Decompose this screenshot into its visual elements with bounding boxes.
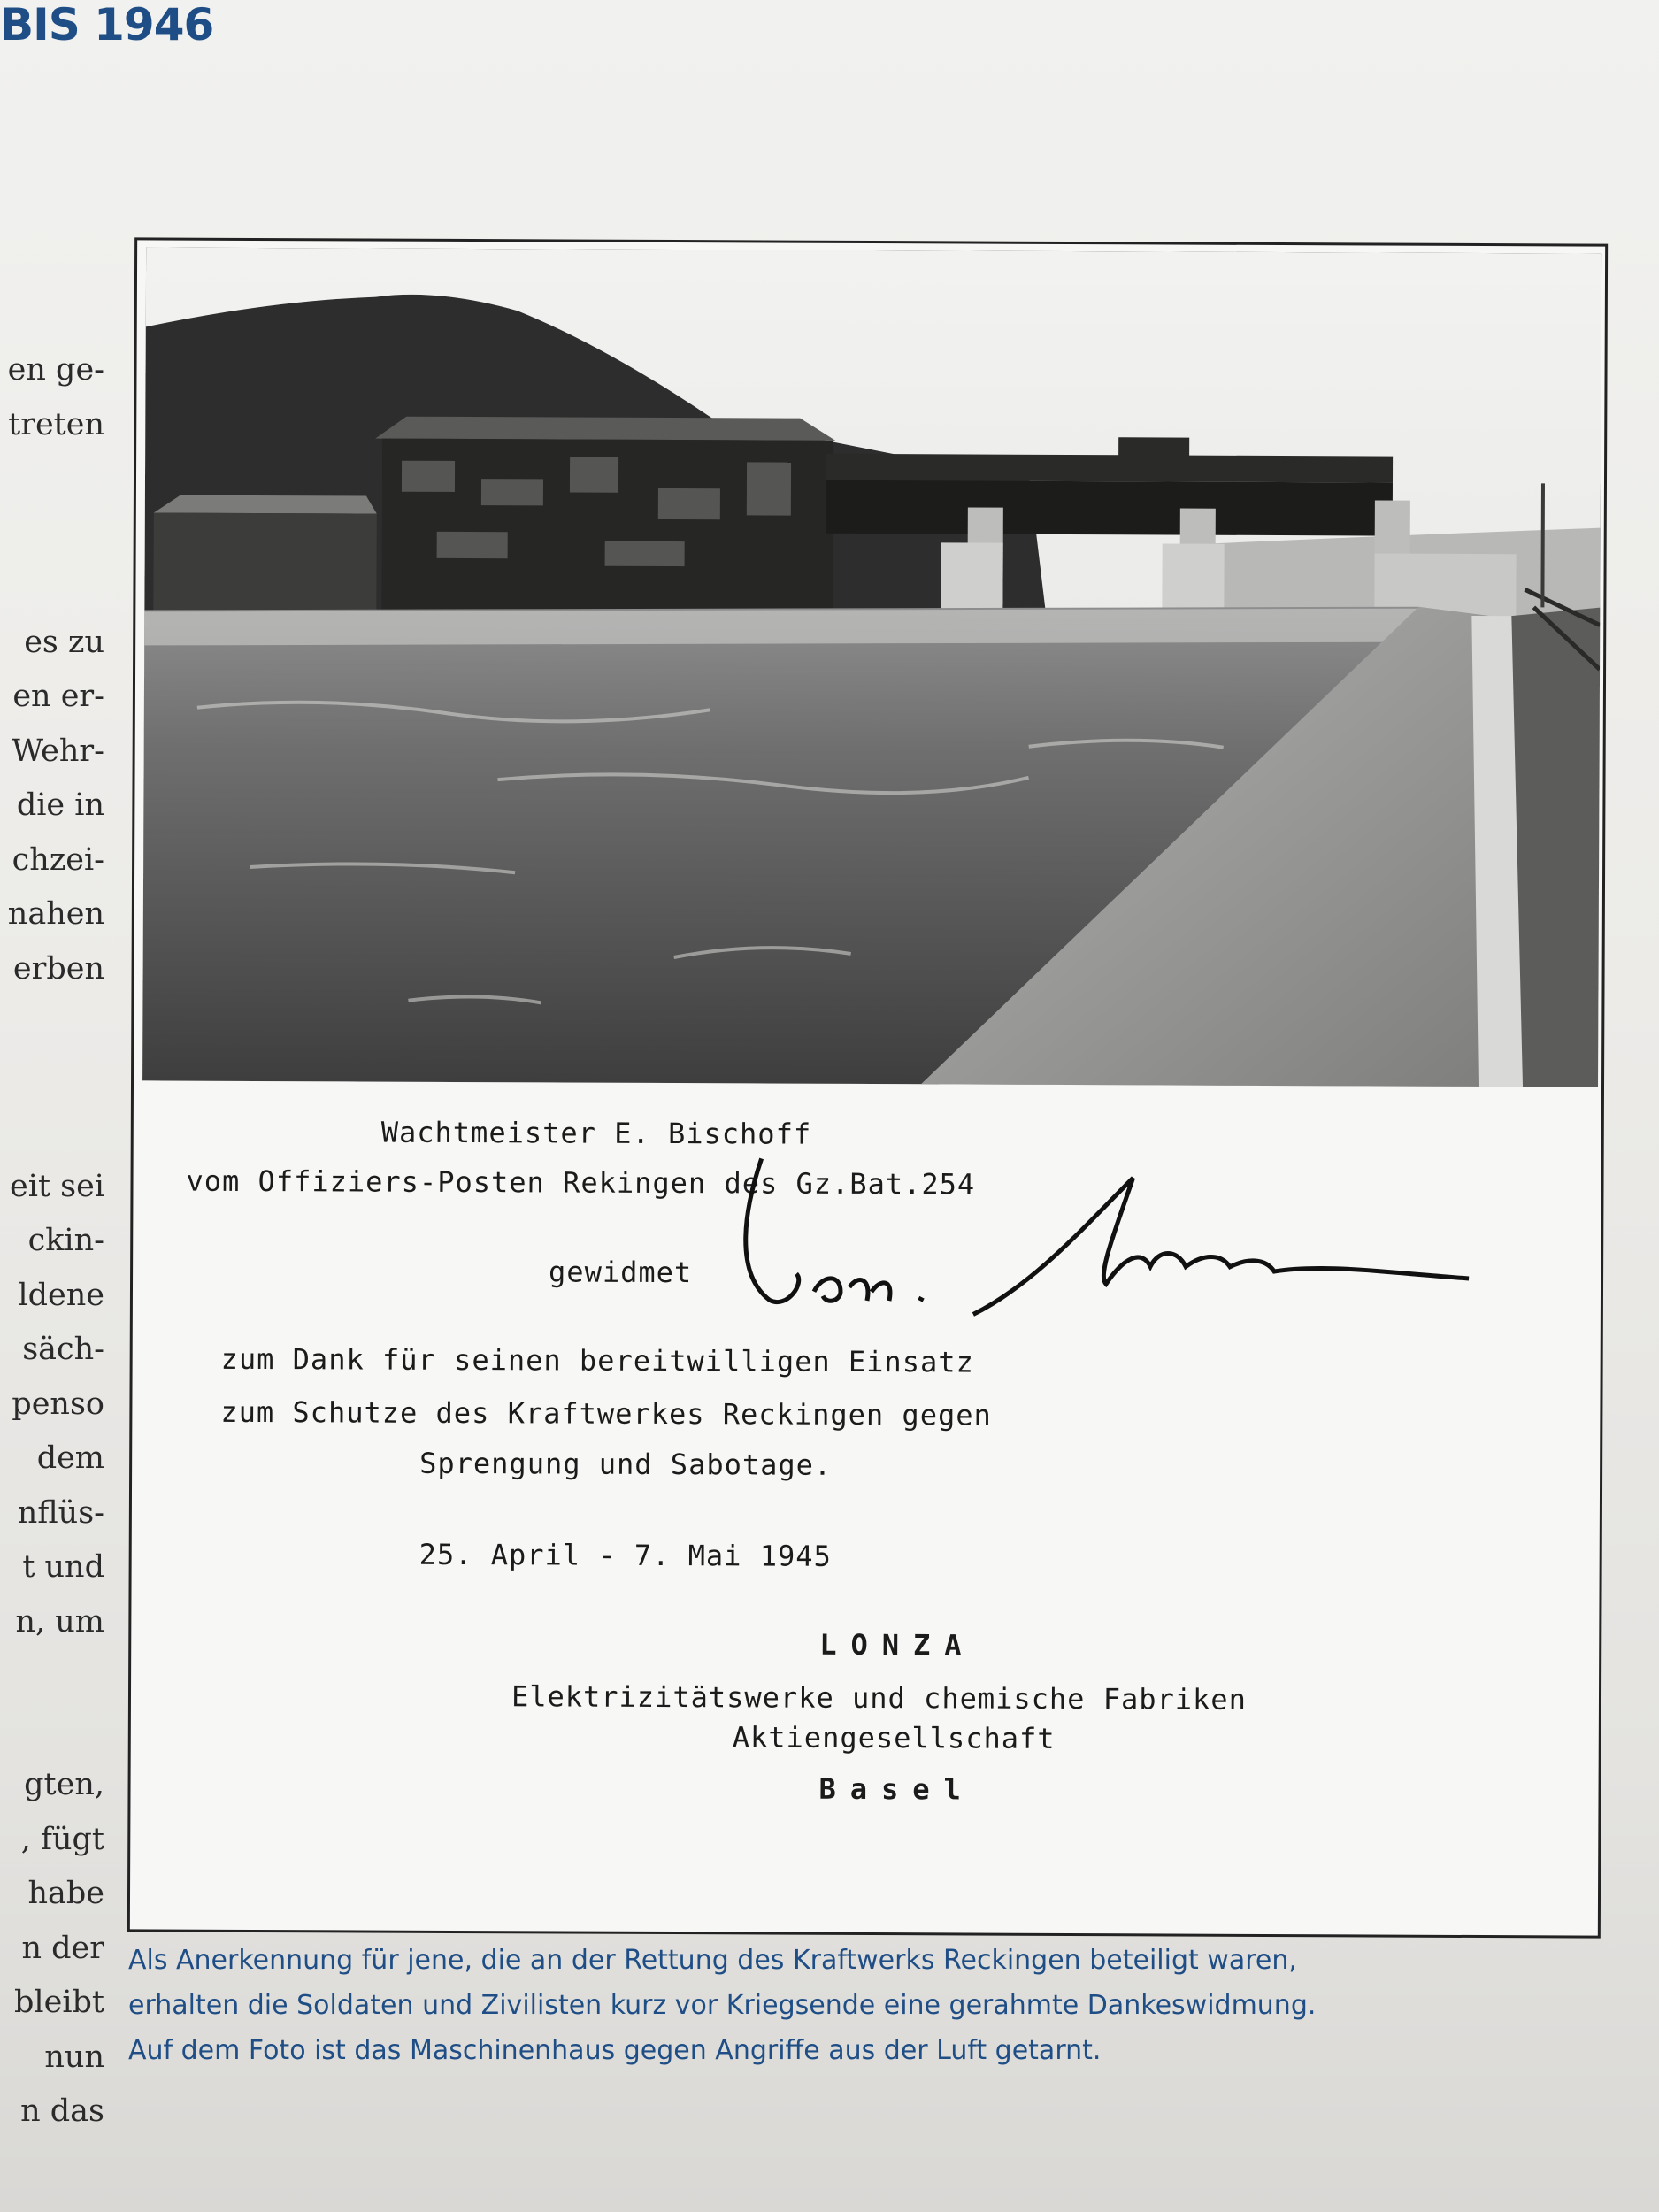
left-column-line: en ge- — [7, 352, 104, 388]
left-column-line: n, um — [15, 1603, 104, 1640]
left-column-line: t und — [22, 1549, 104, 1585]
chapter-header: BIS 1946 — [0, 0, 214, 50]
left-column-line: säch- — [22, 1332, 104, 1367]
left-column-line: erben — [12, 950, 104, 987]
power-station-photo — [142, 247, 1601, 1087]
left-column-line: n das — [20, 2093, 104, 2129]
photo-caption — [128, 1938, 1579, 2073]
left-column-line: nun — [44, 2039, 104, 2075]
company-city: Basel — [818, 1771, 975, 1807]
left-column-line: habe — [27, 1876, 104, 1911]
left-column-line: nflüs- — [17, 1494, 104, 1531]
framed-dedication — [127, 237, 1608, 1938]
company-full-name: Elektrizitätswerke und chemische Fabriken — [511, 1679, 1247, 1717]
dedicated-label: gewidmet — [549, 1255, 693, 1290]
left-column-line: ldene — [18, 1277, 104, 1313]
left-column-line: n der — [21, 1930, 104, 1966]
left-column-line: Wehr- — [12, 733, 104, 769]
left-column-line: ckin- — [27, 1223, 104, 1258]
left-column-line: chzei- — [12, 841, 104, 878]
company-name: LONZA — [819, 1627, 976, 1663]
left-column-line: nahen — [7, 896, 104, 932]
thanks-line-2: zum Schutze des Kraftwerkes Reckingen gegen — [220, 1394, 992, 1432]
left-column-text — [0, 0, 111, 2212]
handwritten-signature — [717, 1123, 1496, 1356]
company-type: Aktiengesellschaft — [732, 1720, 1056, 1755]
recipient-name: Wachtmeister E. Bischoff — [380, 1115, 812, 1151]
date-range: 25. April - 7. Mai 1945 — [419, 1537, 832, 1573]
left-column-line: es zu — [24, 624, 104, 660]
left-column-line: eit sei — [10, 1168, 104, 1204]
caption-line-2: erhalten die Soldaten und Zivilisten kurz vor Kriegsende eine gerahmte Dankeswidmung. — [128, 1990, 1317, 2021]
left-column-line: penso — [12, 1386, 104, 1422]
left-column-line: , fügt — [20, 1821, 104, 1857]
thanks-line-3: Sprengung und Sabotage. — [419, 1446, 833, 1482]
left-column-line: gten, — [24, 1767, 104, 1802]
left-column-line: dem — [36, 1440, 104, 1476]
thanks-line-1: zum Dank für seinen bereitwilligen Einsatz — [220, 1341, 974, 1379]
caption-line-3: Auf dem Foto ist das Maschinenhaus gegen Angriffe aus der Luft getarnt. — [128, 2035, 1102, 2066]
recipient-unit: vom Offiziers-Posten Rekingen des Gz.Bat.254 — [186, 1164, 976, 1202]
left-column-line: bleibt — [14, 1985, 104, 2020]
left-column-line: en er- — [12, 679, 104, 714]
left-column-line: treten — [8, 406, 104, 442]
left-column-line: die in — [16, 787, 104, 823]
caption-line-1: Als Anerkennung für jene, die an der Rettung des Kraftwerks Reckingen beteiligt waren, — [128, 1945, 1297, 1976]
